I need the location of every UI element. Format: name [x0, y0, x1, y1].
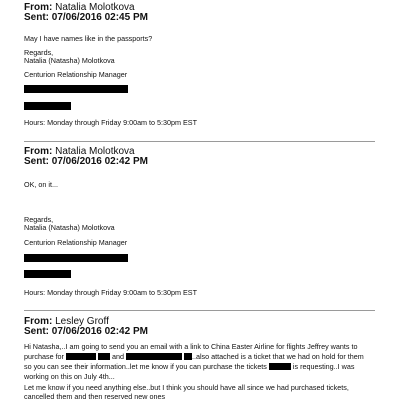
- email-3-body: [24, 342, 369, 382]
- email-separator: [24, 310, 375, 311]
- email-separator: [24, 141, 375, 142]
- sender-name: Natalia Molotkova: [55, 146, 135, 157]
- email-1-signature-name: Natalia (Natasha) Molotkova: [24, 56, 115, 65]
- body-text: and: [111, 352, 124, 361]
- body-text: is requesting..I was working on this on July 4th...: [24, 362, 355, 381]
- sent-label: Sent:: [24, 12, 49, 23]
- email-2-signature-name: Natalia (Natasha) Molotkova: [24, 223, 115, 232]
- redaction-block: [98, 353, 110, 360]
- email-2-body: OK, on it...: [24, 180, 58, 189]
- redaction-block: [24, 85, 128, 93]
- from-label: From:: [24, 146, 53, 157]
- redaction-block: [24, 254, 128, 262]
- email-2-hours: Hours: Monday through Friday 9:00am to 5:30pm EST: [24, 288, 197, 297]
- email-1-sent: [24, 12, 148, 23]
- redaction-block: [24, 102, 71, 110]
- email-3-sent: [24, 326, 148, 337]
- email-1-hours: Hours: Monday through Friday 9:00am to 5:30pm EST: [24, 118, 197, 127]
- redaction-block: [66, 353, 96, 360]
- sender-name: Lesley Groff: [55, 316, 109, 327]
- body-text: Hi Natasha,..I am going to send you an email with a link to China Easter Airline for flights Jeffrey wants to purchase for: [24, 342, 358, 361]
- sender-name: Natalia Molotkova: [55, 2, 135, 13]
- email-1-regards: Regards,: [24, 48, 54, 57]
- sent-label: Sent:: [24, 156, 49, 167]
- sent-label: Sent:: [24, 326, 49, 337]
- redaction-block: [269, 363, 291, 370]
- sent-date: 07/06/2016 02:42 PM: [51, 326, 148, 337]
- email-1-body: May I have names like in the passports?: [24, 34, 153, 43]
- body-text: ..also attached is a ticket that we had on hold for them so you can see their information..let me know if you can purchase the tickets: [24, 352, 364, 371]
- email-2-regards: Regards,: [24, 215, 54, 224]
- email-2-sent: [24, 156, 148, 167]
- sent-date: 07/06/2016 02:42 PM: [51, 156, 148, 167]
- email-2-signature-title: Centurion Relationship Manager: [24, 238, 128, 247]
- from-label: From:: [24, 316, 53, 327]
- redaction-block: [126, 353, 182, 360]
- redaction-block: [24, 270, 71, 278]
- from-label: From:: [24, 2, 53, 13]
- email-3-body-2: Let me know if you need anything else..but I think you should have all since we had purchased tickets, cancelled them and then reserved new ones: [24, 383, 349, 401]
- sent-date: 07/06/2016 02:45 PM: [51, 12, 148, 23]
- redaction-block: [184, 353, 192, 360]
- email-1-signature-title: Centurion Relationship Manager: [24, 70, 128, 79]
